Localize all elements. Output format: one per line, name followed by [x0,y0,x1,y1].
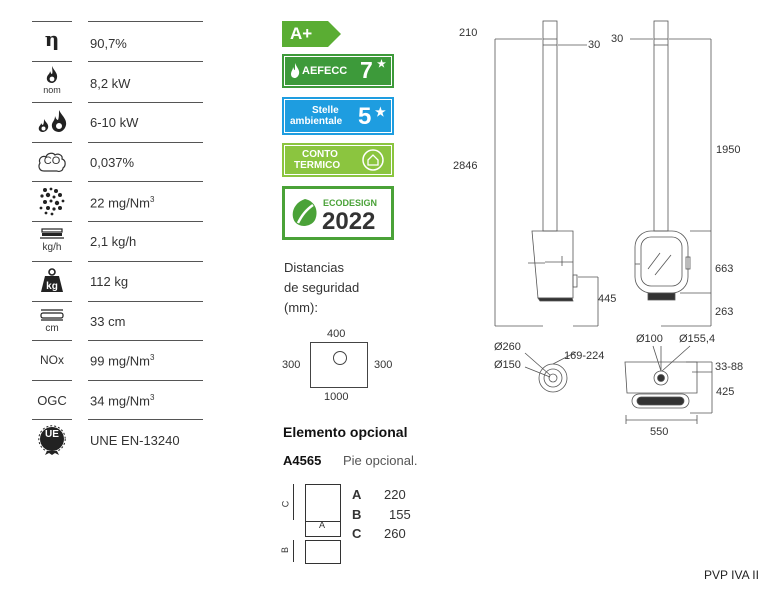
safety-bottom: 1000 [324,391,349,403]
stelle-label: Stelle [312,105,339,116]
dim-label: Ø260 [494,341,521,353]
spec-value: 22 mg/Nm$^3$ [90,195,155,211]
stelle-value: 5 [358,103,372,130]
spec-value: 33 cm [90,314,126,329]
dim-label: 445 [598,293,617,305]
safety-title: de seguridad [284,280,360,295]
ecodesign-year: 2022 [322,208,376,235]
aefecc-label: AEFECC [302,65,348,77]
dim-label: 2846 [453,160,478,172]
conto-label: CONTO [302,149,338,160]
safety-top: 400 [327,328,346,340]
dim-label: 425 [716,386,735,398]
optional-code: A4565 [283,453,322,468]
safety-title: Distancias [284,260,344,275]
svg-text:η: η [44,29,60,51]
icon-label: UE [45,429,59,440]
safety-right: 300 [374,359,393,371]
star-icon: ★ [377,59,386,70]
icon-label: kg [46,281,58,292]
safety-title: (mm): [284,300,318,315]
dim-label: Ø155,4 [679,333,716,345]
spec-value: 8,2 kW [90,76,131,91]
optional-dim-value: 260 [384,526,406,541]
optional-dim-value: 220 [384,487,406,502]
dim-label: 663 [715,263,734,275]
spec-value: UNE EN-13240 [90,433,180,448]
spec-value: 99 mg/Nm$^3$ [90,353,155,369]
dim-label: 30 [611,33,624,45]
icon-label: cm [45,323,59,334]
energy-class-label: A+ [290,24,313,43]
dim-label: Ø150 [494,359,521,371]
ecodesign-label: ECODESIGN [323,198,378,208]
footer-text: PVP IVA II [704,568,759,582]
spec-value: 6-10 kW [90,115,139,130]
termico-label: TERMICO [294,160,341,171]
dim-label: 263 [715,306,734,318]
spec-value: 90,7% [90,36,127,51]
icon-label: nom [43,85,61,95]
optional-dim-key: C [352,526,362,541]
icon-label: kg/h [42,242,62,253]
optional-dim-key: A [352,487,362,502]
spec-value: 2,1 kg/h [90,234,137,249]
optional-description: Pie opcional. [343,453,418,468]
dim-label: 169-224 [564,350,605,362]
dim-label: Ø100 [636,333,663,345]
dim-label: 1950 [716,144,741,156]
spec-value: 34 mg/Nm$^3$ [90,393,155,409]
optional-dim-key: B [352,507,362,522]
icon-label: CO [43,155,61,167]
spec-value: 0,037% [90,155,135,170]
dim-label: 210 [459,27,478,39]
icon-label: OGC [37,392,67,408]
spec-value: 112 kg [90,274,129,289]
pie-label-a: A [319,520,326,530]
aefecc-value: 7 [360,57,373,83]
dim-label: 30 [588,39,601,51]
icon-label: NOx [40,353,64,367]
safety-left: 300 [282,359,301,371]
dim-label: 33-88 [715,361,744,373]
star-icon: ★ [375,105,386,119]
pie-label-c: C [280,500,291,508]
optional-title: Elemento opcional [283,424,408,440]
pie-label-b: B [280,546,291,554]
dim-label: 550 [650,426,669,438]
optional-dim-value: 155 [389,507,411,522]
ambientale-label: ambientale [290,116,343,127]
